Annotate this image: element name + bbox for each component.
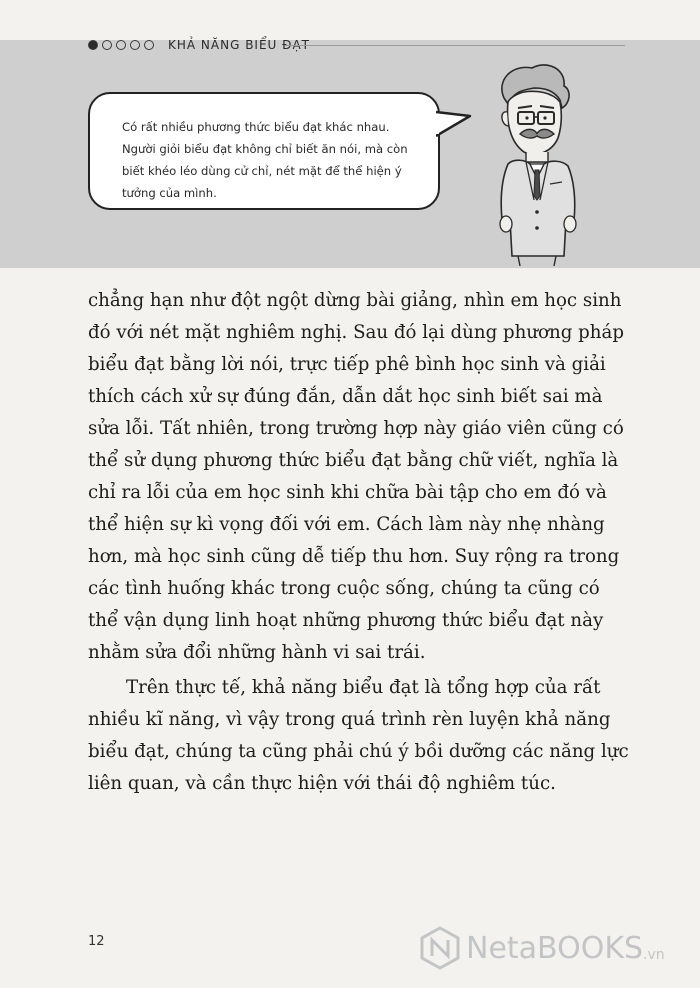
professor-illustration — [474, 60, 592, 266]
progress-dot-filled — [88, 40, 98, 50]
speech-bubble-text: Có rất nhiều phương thức biểu đạt khác nhau. Người giỏi biểu đạt không chỉ biết ăn nói, mà còn biết khéo léo dùng cử chỉ, nét mặt để thể hiện ý tưởng của mình. — [122, 120, 408, 200]
progress-dot — [102, 40, 112, 50]
paragraph: Trên thực tế, khả năng biểu đạt là tổng hợp của rất nhiều kĩ năng, vì vậy trong quá trình rèn luyện khả năng biểu đạt, chúng ta cũng phải chú ý bồi dưỡng các năng lực liên quan, và cần thực hiện với thái độ nghiêm túc. — [88, 677, 629, 794]
speech-bubble — [88, 92, 440, 210]
speech-bubble-tail — [436, 110, 476, 138]
progress-dot — [144, 40, 154, 50]
section-header — [88, 35, 310, 55]
watermark — [420, 922, 665, 974]
watermark-domain: .vn — [643, 947, 665, 963]
watermark-logo-icon — [420, 926, 460, 970]
page-number: 12 — [88, 934, 105, 949]
body-text — [88, 285, 633, 800]
paragraph: chẳng hạn như đột ngột dừng bài giảng, nhìn em học sinh đó với nét mặt nghiêm nghị. Sau đó lại dùng phương pháp biểu đạt bằng lời nói, trực tiếp phê bình học sinh và giải thích cách xử sự đúng đắn, dẫn dắt học sinh biết sai mà sửa lỗi. Tất nhiên, trong trường hợp này giáo viên cũng có thể sử dụng phương thức biểu đạt bằng chữ viết, nghĩa là chỉ ra lỗi của em học sinh khi chữa bài tập cho em đó và thể hiện sự kì vọng đối với em. Cách làm này nhẹ nhàng hơn, mà học sinh cũng dễ tiếp thu hơn. Suy rộng ra trong các tình huống khác trong cuộc sống, chúng ta cũng có thể vận dụng linh hoạt những phương thức biểu đạt này nhằm sửa đổi những hành vi sai trái. — [88, 290, 624, 663]
header-divider — [285, 45, 625, 46]
progress-dot — [116, 40, 126, 50]
progress-dot — [130, 40, 140, 50]
watermark-brand: NetaBOOKS — [466, 930, 644, 966]
section-title: KHẢ NĂNG BIỂU ĐẠT — [168, 38, 310, 52]
